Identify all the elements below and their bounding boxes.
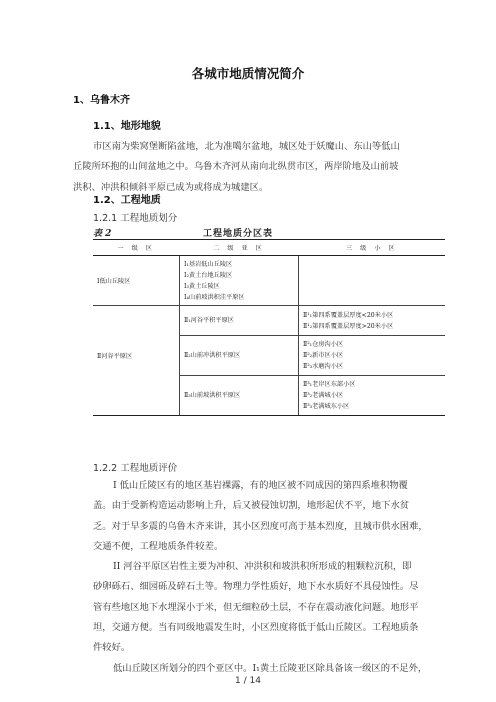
table-cell: Ⅱ¹₁第四系覆盖层厚度<20米小区 Ⅱ¹₂第四系覆盖层厚度>20米小区 [299,306,446,336]
table-cell: Ⅱ³₁老岸区东部小区 Ⅱ³₂老满城小区 Ⅱ³₃老满城东小区 [299,376,446,416]
section-heading-terrain: 1.1、地形地貌 [93,121,161,132]
table-header-level3: 三 级 小 区 [299,240,446,256]
table-caption: 工程地质分区表 [203,229,274,239]
paragraph-lowland-hills: I 低山丘陵区有的地区基岩裸露，有的地区被不同成因的第四系堆积物覆 盖。由于受新构造运动影响上升，后又被侵蚀切割，地形起伏不平，地下水贫 乏。对于早多震的乌鲁木齐来讲，其小区烈度可高于基本烈度，且城市供水困难， 交通不便，工程地质条件较差。 [93,480,428,552]
paragraph-terrain: 市区南为柴窝堡断陷盆地，北为准噶尔盆地，城区处于妖魔山、东山等低山 丘陵所环抱的山间盆地之中。乌鲁木齐河从南向北纵贯市区，两岸阶地及山前坡 洪积、冲洪积倾斜平原已成为或将成为城建区。 [73,141,400,193]
page-number: 1 / 14 [235,676,261,686]
table-cell: Ⅱ₁河谷平积平原区 [180,306,299,336]
document-title: 各城市地质情况简介 [191,66,305,81]
table-cell: Ⅱ河谷平原区 [93,336,180,376]
table-cell: Ⅰ₁基岩低山丘陵区 Ⅰ₂黄土台地丘陵区 Ⅰ₃黄土丘陵区 Ⅰ₄山前坡洪积洼平原区 [180,256,299,306]
table-header-level2: 二 级 亚 区 [180,240,299,256]
paragraph-subregions: 低山丘陵区所划分的四个亚区中。I₁黄土丘陵亚区除具备该一级区的不足外， [113,663,428,674]
table-cell: Ⅱ₃山前坡洪积平原区 [180,376,299,416]
subheading-geology-evaluation: 1.2.2 工程地质评价 [93,463,178,474]
table-header-level1: 一 级 区 [93,240,180,256]
section-heading-urumqi: 1、乌鲁木齐 [73,95,130,106]
table-cell [299,256,446,306]
table-number: 表 2 [93,229,112,239]
table-row [93,256,445,306]
table-cell: Ⅱ₂山前冲洪积平原区 [180,336,299,376]
table-cell [93,376,180,416]
table-row [93,336,445,376]
table-cell: Ⅰ低山丘陵区 [93,256,180,306]
geology-zoning-table [93,226,445,454]
table-row [93,376,445,416]
table-cell: Ⅱ²₁仓房沟小区 Ⅱ²₂新市区小区 Ⅱ²₃水磨沟小区 [299,336,446,376]
table-row [93,306,445,336]
section-heading-engineering-geology: 1.2、工程地质 [93,195,161,206]
paragraph-river-plain: II 河谷平原区岩性主要为冲积、冲洪积和坡洪积所形成的粗颗粒沉积，即 砂卵砾石、细园砾及碎石土等。物理力学性质好，地下水水质好不具侵蚀性。尽 管有些地区地下水埋深小于米，但无细粒砂土层，不存在震动液化问题。地形平 坦，交通方便。当有同级地震发生时，小区烈度将低于低山丘陵区。工程地质条 件较好。 [93,561,419,654]
table-cell [93,306,180,336]
subheading-geology-division: 1.2.1 工程地质划分 [93,213,178,224]
